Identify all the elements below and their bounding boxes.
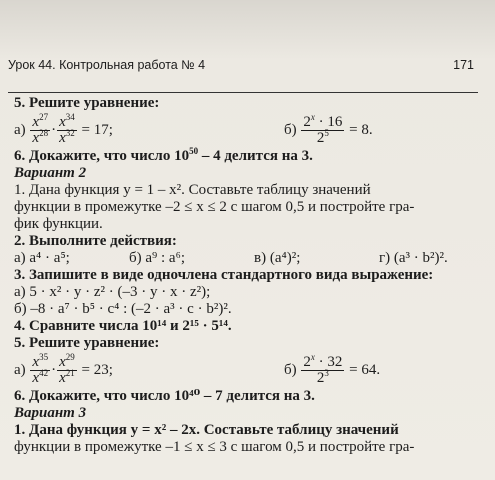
fraction: $\frac{x^{35}}{x^{42}}$	[32, 351, 49, 386]
header-rule	[8, 92, 478, 93]
v2-task5-title: 5. Решите уравнение:	[14, 335, 160, 351]
fraction: $\frac{2^x \cdot 16}{2^5}$	[303, 111, 343, 146]
page-number: 171	[453, 58, 474, 72]
v2-task5-b: б) $\frac{2^x \cdot 32}{2^3}$ = 64.	[284, 351, 381, 386]
v2-task2-options: а) a⁴ · a⁵; б) a⁹ : a⁶; в) (a⁴)²; г) (a³ · b²)².	[14, 250, 448, 266]
variant-3-heading: Вариант 3	[14, 405, 87, 421]
v2-task5-a: а) $\frac{x^{35}}{x^{42}}$ · $\frac{x^{29}}{x^{21}}$ = 23;	[14, 351, 113, 386]
v2-task1: 1. Дана функция y = 1 – x². Составьте таблицу значений функции в промежутке –2 ≤ x ≤ 2 с шагом 0,5 и постройте гра- фик функции.	[14, 182, 415, 232]
fraction: $\frac{x^{34}}{x^{32}}$	[59, 111, 75, 146]
v1-task6: 6. Докажите, что число $10^{50} - 4$ делится на 3.	[14, 146, 313, 164]
v2-task4: 4. Сравните числа 10¹⁴ и 2¹⁵ · 5¹⁴.	[14, 318, 232, 334]
v1-task5-a: а) $\frac{x^{27}}{x^{28}}$ · $\frac{x^{34}}{x^{32}}$ = 17;	[14, 111, 113, 146]
v1-task5-equations	[14, 112, 476, 148]
page-content	[14, 95, 476, 456]
variant-2-heading: Вариант 2	[14, 165, 87, 181]
v2-task2-title: 2. Выполните действия:	[14, 233, 177, 249]
v2-task6: 6. Докажите, что число 10⁴⁰ – 7 делится на 3.	[14, 388, 315, 404]
lesson-title: Урок 44. Контрольная работа № 4	[8, 58, 206, 72]
v1-task5-title: 5. Решите уравнение:	[14, 95, 160, 111]
fraction: $\frac{x^{29}}{x^{21}}$	[59, 351, 75, 386]
v1-task5-b: б) $\frac{2^x \cdot 16}{2^5}$ = 8.	[284, 111, 373, 146]
v3-task1: 1. Дана функция y = x² – 2x. Составьте таблицу значений функции в промежутке –1 ≤ x ≤ 3 с шагом 0,5 и постройте гра-	[14, 422, 415, 455]
v2-task3-b: б) –8 · a⁷ · b⁵ · c⁴ : (–2 · a³ · c · b²)².	[14, 301, 232, 317]
v2-task3-title: 3. Запишите в виде одночлена стандартного вида выражение:	[14, 267, 434, 283]
page-header	[8, 58, 474, 72]
fraction: $\frac{x^{27}}{x^{28}}$	[32, 111, 49, 146]
v2-task5-equations	[14, 352, 476, 388]
fraction: $\frac{2^x \cdot 32}{2^3}$	[303, 351, 343, 386]
v2-task3-a: а) 5 · x² · y · z² · (–3 · y · x · z²);	[14, 284, 211, 300]
